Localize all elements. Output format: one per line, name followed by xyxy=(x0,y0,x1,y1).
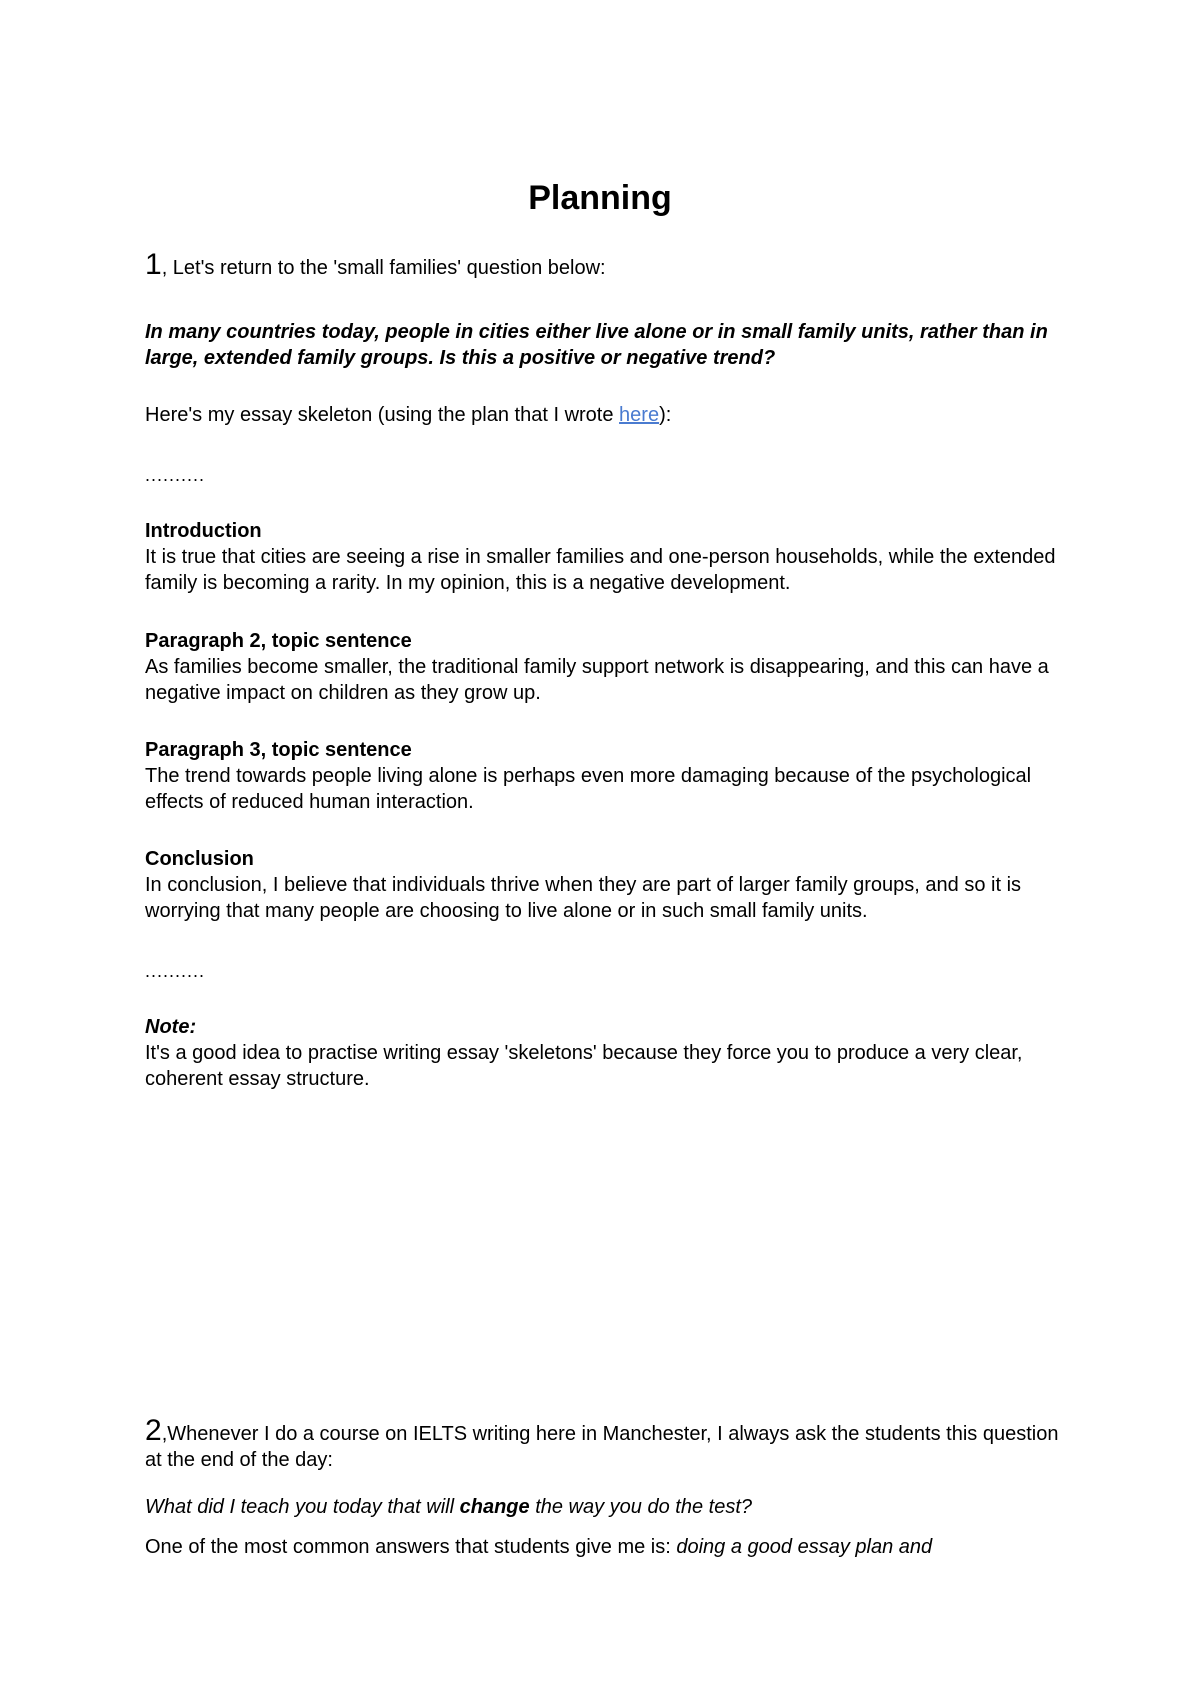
paragraph3-text: The trend towards people living alone is perhaps even more damaging because of the psychological effects of reduced human interaction. xyxy=(145,765,1032,813)
paragraph2-heading: Paragraph 2, topic sentence xyxy=(145,630,412,652)
paragraph3-heading: Paragraph 3, topic sentence xyxy=(145,739,412,761)
note-text: It's a good idea to practise writing essay 'skeletons' because they force you to produce a very clear, coherent essay structure. xyxy=(145,1042,1023,1090)
note-heading: Note: xyxy=(145,1016,197,1038)
note-section xyxy=(145,1014,1065,1092)
section2-question-end: the way you do the test? xyxy=(529,1496,753,1518)
paragraph2-text: As families become smaller, the traditional family support network is disappearing, and this can have a negative impact on children as they grow up. xyxy=(145,656,1049,704)
skeleton-intro-text: Here's my essay skeleton (using the plan that I wrote xyxy=(145,404,620,426)
skeleton-intro xyxy=(145,402,1065,428)
conclusion-heading: Conclusion xyxy=(145,848,254,870)
paragraph2-section xyxy=(145,628,1065,706)
section2-answer-text: One of the most common answers that students give me is: xyxy=(145,1536,677,1558)
section1-intro-text: , Let's return to the 'small families' question below: xyxy=(161,257,606,279)
separator-dots-bottom: .......... xyxy=(145,961,206,981)
skeleton-intro-close: ): xyxy=(659,404,672,426)
section2-number: 2 xyxy=(145,1414,162,1447)
introduction-heading: Introduction xyxy=(145,520,262,542)
plan-link[interactable]: here xyxy=(619,404,660,426)
conclusion-section xyxy=(145,846,1065,924)
section1-number: 1 xyxy=(145,248,162,281)
conclusion-text: In conclusion, I believe that individuals thrive when they are part of larger family groups, and so it is worrying that many people are choosing to live alone or in such small family units. xyxy=(145,874,1022,922)
section2-answer xyxy=(145,1534,1065,1560)
section2-question xyxy=(145,1494,1065,1520)
section2-question-emphasis: change xyxy=(459,1496,530,1518)
section1-intro xyxy=(145,248,1065,281)
section2-intro xyxy=(145,1414,1065,1473)
separator-dots-top: .......... xyxy=(145,465,206,485)
essay-question: In many countries today, people in cities either live alone or in small family units, rather than in large, extended family groups. Is this a positive or negative trend? xyxy=(145,321,1048,369)
introduction-text: It is true that cities are seeing a rise in smaller families and one-person households, while the extended family is becoming a rarity. In my opinion, this is a negative development. xyxy=(145,546,1056,594)
section2-question-start: What did I teach you today that will xyxy=(145,1496,460,1518)
section2-answer-italic: doing a good essay plan and xyxy=(676,1536,933,1558)
page-title: Planning xyxy=(528,179,672,217)
introduction-section xyxy=(145,518,1065,596)
paragraph3-section xyxy=(145,737,1065,815)
section2-intro-text: ,Whenever I do a course on IELTS writing here in Manchester, I always ask the students this question at the end of the day: xyxy=(145,1423,1059,1471)
